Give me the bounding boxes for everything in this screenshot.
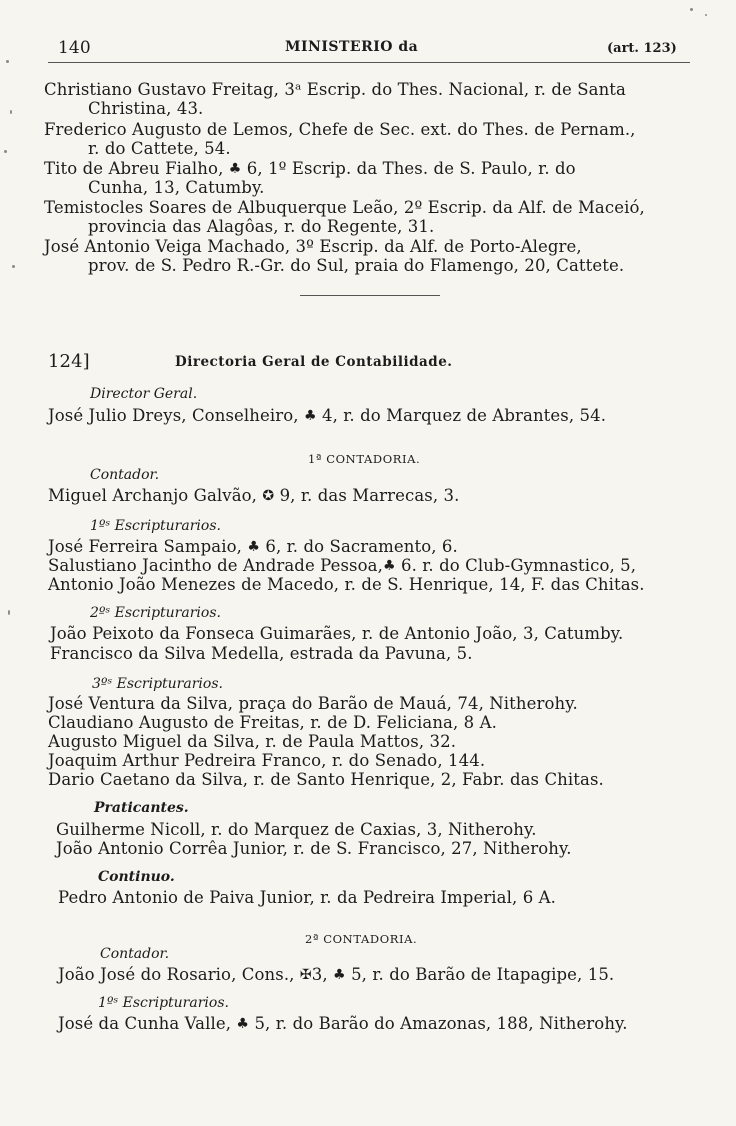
contadoria-heading: 1ª CONTADORIA. (308, 452, 421, 466)
contador-address: 5, r. do Barão de Itapagipe, 15. (351, 965, 615, 984)
entry-line: José Antonio Veiga Machado, 3º Escrip. da Alf. de Porto-Alegre, (44, 237, 582, 256)
entry-name: Tito de Abreu Fialho, (44, 159, 224, 178)
scan-speck (4, 150, 7, 153)
person-name: Salustiano Jacintho de Andrade Pessoa, (48, 556, 383, 575)
escripturario-line: Joaquim Arthur Pedreira Franco, r. do Senado, 144. (48, 751, 486, 770)
running-title: MINISTERIO da (285, 39, 419, 55)
section-divider (300, 295, 440, 296)
scan-speck (6, 60, 9, 63)
person-name: José da Cunha Valle, (58, 1014, 232, 1033)
director-line (48, 406, 606, 427)
continuo-title: Continuo. (98, 869, 175, 885)
escripturario-line: Antonio João Menezes de Macedo, r. de S. Henrique, 14, F. das Chitas. (48, 575, 645, 594)
escripturarios-title: 3ºˢ Escripturarios. (92, 676, 223, 692)
order-icon: ♣ (303, 408, 317, 424)
escripturario-line: João Peixoto da Fonseca Guimarães, r. de Antonio João, 3, Catumby. (50, 624, 624, 643)
contadoria-heading: 2ª CONTADORIA. (305, 932, 418, 946)
escripturario-line (48, 537, 458, 558)
entry-detail: 6, 1º Escrip. da Thes. de S. Paulo, r. do (246, 159, 576, 178)
scan-speck (705, 14, 707, 16)
entry-line: Temistocles Soares de Albuquerque Leão, 2º Escrip. da Alf. de Maceió, (44, 198, 645, 217)
entry-line: Christina, 43. (88, 99, 204, 118)
entry-line: provincia das Alagôas, r. do Regente, 31. (88, 217, 435, 236)
order-icon: ♣ (236, 1016, 250, 1032)
entry-line: Frederico Augusto de Lemos, Chefe de Sec. ext. do Thes. de Pernam., (44, 120, 636, 139)
director-title: Director Geral. (90, 386, 198, 402)
scan-speck (10, 110, 12, 114)
person-name: José Ferreira Sampaio, (48, 537, 242, 556)
entry-line (44, 159, 576, 180)
praticante-line: Guilherme Nicoll, r. do Marquez de Caxias, 3, Nitherohy. (56, 820, 537, 839)
escripturario-line (58, 1014, 628, 1035)
continuo-line: Pedro Antonio de Paiva Junior, r. da Pedreira Imperial, 6 A. (58, 888, 556, 907)
entry-line: Christiano Gustavo Freitag, 3ᵃ Escrip. do Thes. Nacional, r. de Santa (44, 80, 626, 99)
scan-speck (12, 265, 15, 268)
contador-line (48, 486, 460, 507)
praticante-line: João Antonio Corrêa Junior, r. de S. Francisco, 27, Nitherohy. (56, 839, 572, 858)
person-address: 6. r. do Club-Gymnastico, 5, (400, 556, 637, 575)
director-address: 4, r. do Marquez de Abrantes, 54. (321, 406, 607, 425)
entry-line: r. do Cattete, 54. (88, 139, 231, 158)
order-icon: ♣ (333, 967, 346, 983)
escripturarios-title: 1ºˢ Escripturarios. (98, 995, 229, 1011)
cross-icon: ✠ (299, 967, 312, 983)
contador-line (58, 965, 614, 986)
header-rule (48, 62, 690, 63)
escripturario-line: Augusto Miguel da Silva, r. de Paula Mattos, 32. (48, 732, 457, 751)
escripturario-line (48, 556, 636, 577)
escripturario-line: José Ventura da Silva, praça do Barão de Mauá, 74, Nitherohy. (48, 694, 578, 713)
escripturario-line: Francisco da Silva Medella, estrada da Pavuna, 5. (50, 644, 473, 663)
article-ref: (art. 123) (607, 41, 677, 56)
order-icon: ♣ (247, 539, 260, 555)
page-number: 140 (58, 38, 91, 58)
section-number: 124] (48, 351, 90, 372)
person-address: 5, r. do Barão do Amazonas, 188, Nitherohy. (254, 1014, 628, 1033)
escripturarios-title: 2ºˢ Escripturarios. (90, 605, 221, 621)
escripturario-line: Claudiano Augusto de Freitas, r. de D. Feliciana, 8 A. (48, 713, 497, 732)
praticantes-title: Praticantes. (94, 800, 189, 816)
director-name: José Julio Dreys, Conselheiro, (48, 406, 299, 425)
contador-order: 3, (311, 965, 328, 984)
section-title: Directoria Geral de Contabilidade. (175, 354, 453, 370)
order-icon: ♣ (382, 558, 396, 574)
scan-speck (8, 610, 10, 615)
contador-address: 9, r. das Marrecas, 3. (279, 486, 460, 505)
escripturario-line: Dario Caetano da Silva, r. de Santo Henrique, 2, Fabr. das Chitas. (48, 770, 604, 789)
contador-title: Contador. (100, 946, 170, 962)
entry-line: prov. de S. Pedro R.-Gr. do Sul, praia do Flamengo, 20, Cattete. (88, 256, 625, 275)
person-address: 6, r. do Sacramento, 6. (265, 537, 458, 556)
scan-speck (690, 8, 693, 11)
escripturarios-title: 1ºˢ Escripturarios. (90, 518, 221, 534)
entry-line: Cunha, 13, Catumby. (88, 178, 265, 197)
star-icon: ✪ (262, 488, 275, 504)
contador-name: João José do Rosario, Cons., (58, 965, 295, 984)
contador-name: Miguel Archanjo Galvão, (48, 486, 258, 505)
contador-title: Contador. (90, 467, 160, 483)
order-icon: ♣ (228, 161, 242, 177)
